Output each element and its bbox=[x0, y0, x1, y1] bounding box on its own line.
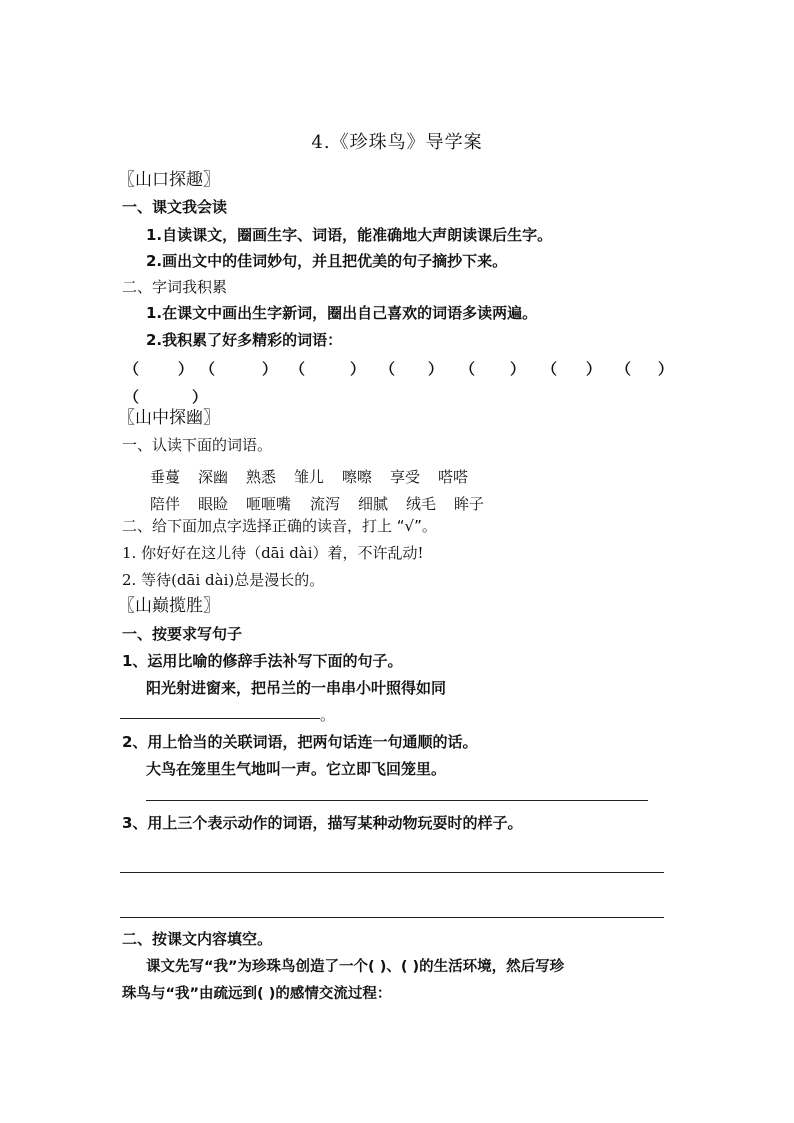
part1-item1: 1.自读课文，圈画生字、词语，能准确地大声朗读课后生字。 bbox=[146, 226, 553, 244]
word-item: 绒毛 bbox=[406, 495, 437, 513]
part2-item2: 2.我积累了好多精彩的词语： bbox=[146, 331, 343, 349]
section-heading-1: 〖山口探趣〗 bbox=[118, 170, 220, 190]
blank-open-8: （ bbox=[124, 388, 140, 406]
part4-heading2: 二、按课文内容填空。 bbox=[122, 930, 273, 948]
word-item: 雏儿 bbox=[294, 468, 325, 486]
word-row-2 bbox=[150, 493, 550, 513]
part3-heading: 一、认读下面的词语。 bbox=[122, 436, 273, 454]
word-item: 咂咂嘴 bbox=[246, 495, 292, 513]
part4-q1-end: 。 bbox=[320, 706, 336, 724]
part3-q2: 2. 等待(dāi dài)总是漫长的。 bbox=[122, 571, 325, 589]
blank-close-3: ） bbox=[350, 360, 366, 378]
blank-close-7: ） bbox=[658, 360, 674, 378]
page-title: 4.《珍珠鸟》导学案 bbox=[311, 132, 483, 153]
blank-close-5: ） bbox=[510, 360, 526, 378]
part3-heading2: 二、给下面加点字选择正确的读音，打上 “√”。 bbox=[122, 517, 437, 535]
answer-line bbox=[120, 872, 664, 873]
word-item: 嚓嚓 bbox=[342, 468, 373, 486]
part4-paragraph-line2: 珠鸟与“我”由疏远到( )的感情交流过程： bbox=[122, 986, 392, 1002]
blank-open-5: （ bbox=[460, 360, 476, 378]
blank-open-7: （ bbox=[616, 360, 632, 378]
blank-close-6: ） bbox=[586, 360, 602, 378]
word-item: 眼睑 bbox=[198, 495, 229, 513]
blank-close-8: ） bbox=[192, 388, 208, 406]
word-item: 眸子 bbox=[454, 495, 485, 513]
blank-close-4: ） bbox=[428, 360, 444, 378]
word-item: 熟悉 bbox=[246, 468, 277, 486]
part2-heading: 二、字词我积累 bbox=[122, 278, 228, 296]
part4-q3: 3、用上三个表示动作的词语，描写某种动物玩耍时的样子。 bbox=[122, 814, 523, 832]
section-heading-3: 〖山巅揽胜〗 bbox=[118, 596, 220, 616]
word-item: 细腻 bbox=[358, 495, 389, 513]
part4-paragraph-line1: 课文先写“我”为珍珠鸟创造了一个( )、( )的生活环境，然后写珍 bbox=[146, 959, 565, 975]
answer-line bbox=[120, 718, 320, 719]
part1-heading: 一、课文我会读 bbox=[122, 198, 228, 216]
part4-q2: 2、用上恰当的关联词语，把两句话连一句通顺的话。 bbox=[122, 733, 478, 751]
blank-close-1: ） bbox=[178, 360, 194, 378]
blank-open-4: （ bbox=[380, 360, 396, 378]
part4-q2-sentence: 大鸟在笼里生气地叫一声。它立即飞回笼里。 bbox=[146, 760, 447, 778]
part4-q1-sentence: 阳光射进窗来，把吊兰的一串串小叶照得如同 bbox=[146, 679, 447, 697]
part2-item1: 1.在课文中画出生字新词，圈出自己喜欢的词语多读两遍。 bbox=[146, 304, 538, 322]
word-item: 享受 bbox=[390, 468, 421, 486]
answer-line bbox=[120, 917, 664, 918]
part4-q1: 1、运用比喻的修辞手法补写下面的句子。 bbox=[122, 652, 403, 670]
blank-open-1: （ bbox=[124, 360, 140, 378]
blank-close-2: ） bbox=[262, 360, 278, 378]
word-item: 流泻 bbox=[310, 495, 341, 513]
word-row-1 bbox=[150, 466, 550, 486]
blank-open-2: （ bbox=[200, 360, 216, 378]
answer-line bbox=[146, 800, 648, 801]
word-item: 垂蔓 bbox=[150, 468, 181, 486]
part3-q1: 1. 你好好在这儿待（dāi dài）着，不许乱动! bbox=[122, 544, 424, 562]
blank-open-6: （ bbox=[542, 360, 558, 378]
section-heading-2: 〖山中探幽〗 bbox=[118, 408, 220, 428]
blank-open-3: （ bbox=[290, 360, 306, 378]
part1-item2: 2.画出文中的佳词妙句，并且把优美的句子摘抄下来。 bbox=[146, 252, 508, 270]
part4-heading: 一、按要求写句子 bbox=[122, 625, 243, 643]
word-item: 嗒嗒 bbox=[438, 468, 469, 486]
word-item: 陪伴 bbox=[150, 495, 181, 513]
word-item: 深幽 bbox=[198, 468, 229, 486]
